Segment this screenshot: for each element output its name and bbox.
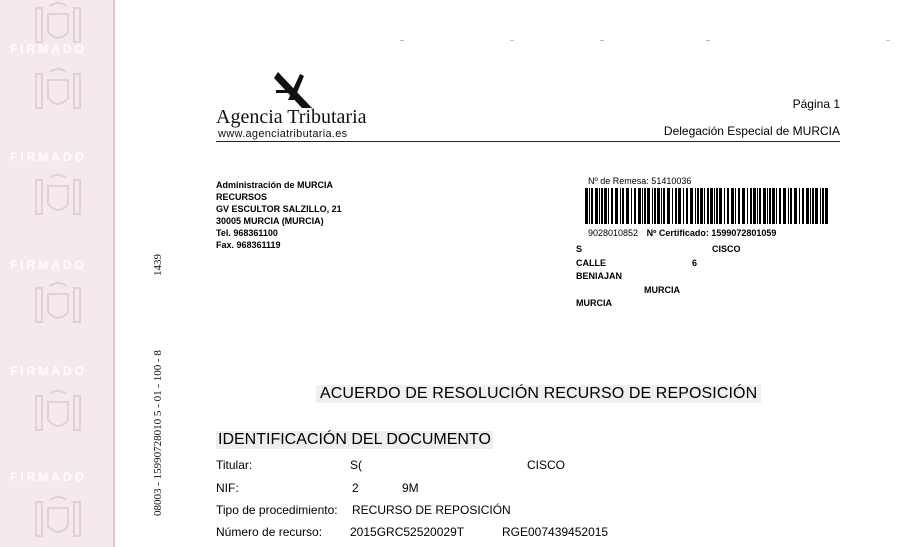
barcode-bar (611, 188, 613, 224)
barcode-bar (794, 188, 797, 224)
barcode-bar (714, 188, 715, 224)
barcode-bar (626, 188, 629, 224)
barcode-bar (663, 188, 665, 224)
titular-value-part: CISCO (527, 458, 566, 472)
barcode-bar (647, 188, 650, 224)
barcode-bar (750, 188, 752, 224)
sender-line: Administración de MURCIA (216, 180, 334, 190)
document-title: ACUERDO DE RESOLUCIÓN RECURSO DE REPOSICIÓN (316, 385, 761, 403)
nif-label: NIF: (216, 481, 239, 495)
barcode-bar (820, 188, 821, 224)
barcode-bar (788, 188, 789, 224)
signature-watermark-strip (0, 0, 113, 547)
nif-value-part: 2 (352, 481, 359, 495)
coat-of-arms-icon (28, 280, 88, 332)
barcode-bar (595, 188, 598, 224)
sender-line: GV ESCULTOR SALZILLO, 21 (216, 204, 342, 214)
sender-line: RECURSOS (216, 192, 268, 202)
watermark-label: FIRMADO (10, 258, 87, 272)
barcode-bar (822, 188, 824, 224)
sender-address (216, 179, 342, 251)
barcode-bar (589, 188, 590, 224)
barcode-bar (707, 188, 709, 224)
barcode-bar (638, 188, 641, 224)
barcode-bar (825, 188, 828, 224)
side-sequence-number: 1439 (152, 254, 164, 276)
barcode-bar (802, 188, 804, 224)
registry-reference: RGE007439452015 (502, 525, 609, 539)
recipient-locality: BENIAJAN (576, 271, 623, 281)
barcode-bar (727, 188, 729, 224)
barcode-bar (790, 188, 792, 224)
barcode-bar (615, 188, 618, 224)
barcode-bar (686, 188, 688, 224)
barcode-bar (591, 188, 593, 224)
barcode-bar (608, 188, 609, 224)
tracking-code: 9028010852 (588, 228, 639, 238)
delegation-name: Delegación Especial de MURCIA (663, 124, 840, 138)
page-number: Página 1 (792, 97, 840, 111)
barcode-bar (742, 188, 745, 224)
appeal-number-value: 2015GRC52520029T (350, 525, 465, 539)
watermark-label: FIRMADO (10, 470, 87, 484)
barcode (585, 188, 830, 224)
barcode-bar (710, 188, 713, 224)
barcode-bar (763, 188, 766, 224)
certificate-number: Nº Certificado: 1599072801059 (646, 228, 777, 238)
coat-of-arms-icon (28, 0, 88, 52)
barcode-bar (657, 188, 660, 224)
recipient-name-part: CISCO (712, 244, 741, 254)
barcode-bar (697, 188, 699, 224)
barcode-bar (719, 188, 722, 224)
barcode-bar (661, 188, 662, 224)
print-mark (400, 40, 404, 41)
barcode-bar (731, 188, 734, 224)
agency-logo (216, 70, 376, 140)
print-mark (886, 40, 890, 41)
barcode-bar (634, 188, 636, 224)
recipient-province: MURCIA (576, 298, 612, 308)
barcode-bar (601, 188, 603, 224)
barcode-bar (585, 188, 588, 224)
watermark-label: FIRMADO (10, 150, 87, 164)
barcode-bar (799, 188, 800, 224)
agency-name: Agencia Tributaria (216, 106, 367, 128)
coat-of-arms-icon (28, 388, 88, 440)
watermark-label: FIRMADO (10, 42, 87, 56)
titular-label: Titular: (216, 458, 253, 472)
print-mark (706, 40, 710, 41)
nif-value-part: 9M (402, 481, 419, 495)
barcode-bar (724, 188, 725, 224)
barcode-bar (772, 188, 775, 224)
page-edge (113, 0, 115, 547)
barcode-bar (779, 188, 781, 224)
coat-of-arms-icon (28, 172, 88, 224)
barcode-bar (810, 188, 811, 224)
section-heading: IDENTIFICACIÓN DEL DOCUMENTO (218, 431, 491, 448)
barcode-bar (690, 188, 693, 224)
barcode-bar (683, 188, 684, 224)
barcode-bar (642, 188, 643, 224)
watermark-label: FIRMADO (10, 364, 87, 378)
procedure-type-label: Tipo de procedimiento: (216, 503, 338, 517)
barcode-bar (672, 188, 673, 224)
recipient-address (576, 243, 756, 311)
agency-emblem-icon (274, 70, 316, 110)
barcode-bar (704, 188, 705, 224)
barcode-bar (767, 188, 768, 224)
barcode-bar (757, 188, 758, 224)
agency-url: www.agenciatributaria.es (218, 128, 348, 140)
header-divider (216, 141, 840, 142)
side-reference-number: 08003 - 15990728010 5 - 01 - 100 - 8 (152, 350, 164, 516)
barcode-bar (604, 188, 607, 224)
barcode-bar (652, 188, 653, 224)
barcode-bar (806, 188, 809, 224)
print-mark (510, 40, 514, 41)
sender-line: 30005 MURCIA (MURCIA) (216, 216, 324, 226)
barcode-bar (695, 188, 696, 224)
coat-of-arms-icon (28, 494, 88, 546)
recipient-city: MURCIA (644, 284, 680, 295)
barcode-bar (776, 188, 777, 224)
barcode-bar (675, 188, 677, 224)
remittance-number: Nº de Remesa: 51410036 (588, 176, 692, 186)
sender-line: Tel. 968361100 (216, 228, 278, 238)
barcode-bar (753, 188, 756, 224)
barcode-bar (769, 188, 771, 224)
barcode-bar (667, 188, 670, 224)
barcode-bar (644, 188, 646, 224)
titular-value-part: S( (350, 458, 362, 472)
print-mark (600, 40, 604, 41)
recipient-name-part: S (576, 244, 583, 254)
barcode-bar (747, 188, 748, 224)
barcode-bar (716, 188, 718, 224)
barcode-bar (735, 188, 736, 224)
recipient-street: CALLE (576, 257, 606, 268)
barcode-bar (631, 188, 632, 224)
coat-of-arms-icon (28, 66, 88, 118)
barcode-bar (620, 188, 621, 224)
barcode-bar (700, 188, 703, 224)
appeal-number-label: Número de recurso: (216, 525, 323, 539)
certificate-info (588, 228, 776, 238)
procedure-type-value: RECURSO DE REPOSICIÓN (352, 503, 511, 517)
barcode-bar (815, 188, 818, 224)
sender-line: Fax. 968361119 (216, 240, 281, 250)
barcode-bar (812, 188, 814, 224)
barcode-bar (599, 188, 600, 224)
barcode-bar (783, 188, 786, 224)
barcode-bar (678, 188, 681, 224)
barcode-bar (759, 188, 761, 224)
recipient-street-number: 6 (692, 257, 698, 268)
barcode-bar (622, 188, 624, 224)
barcode-bar (738, 188, 740, 224)
barcode-bar (654, 188, 656, 224)
